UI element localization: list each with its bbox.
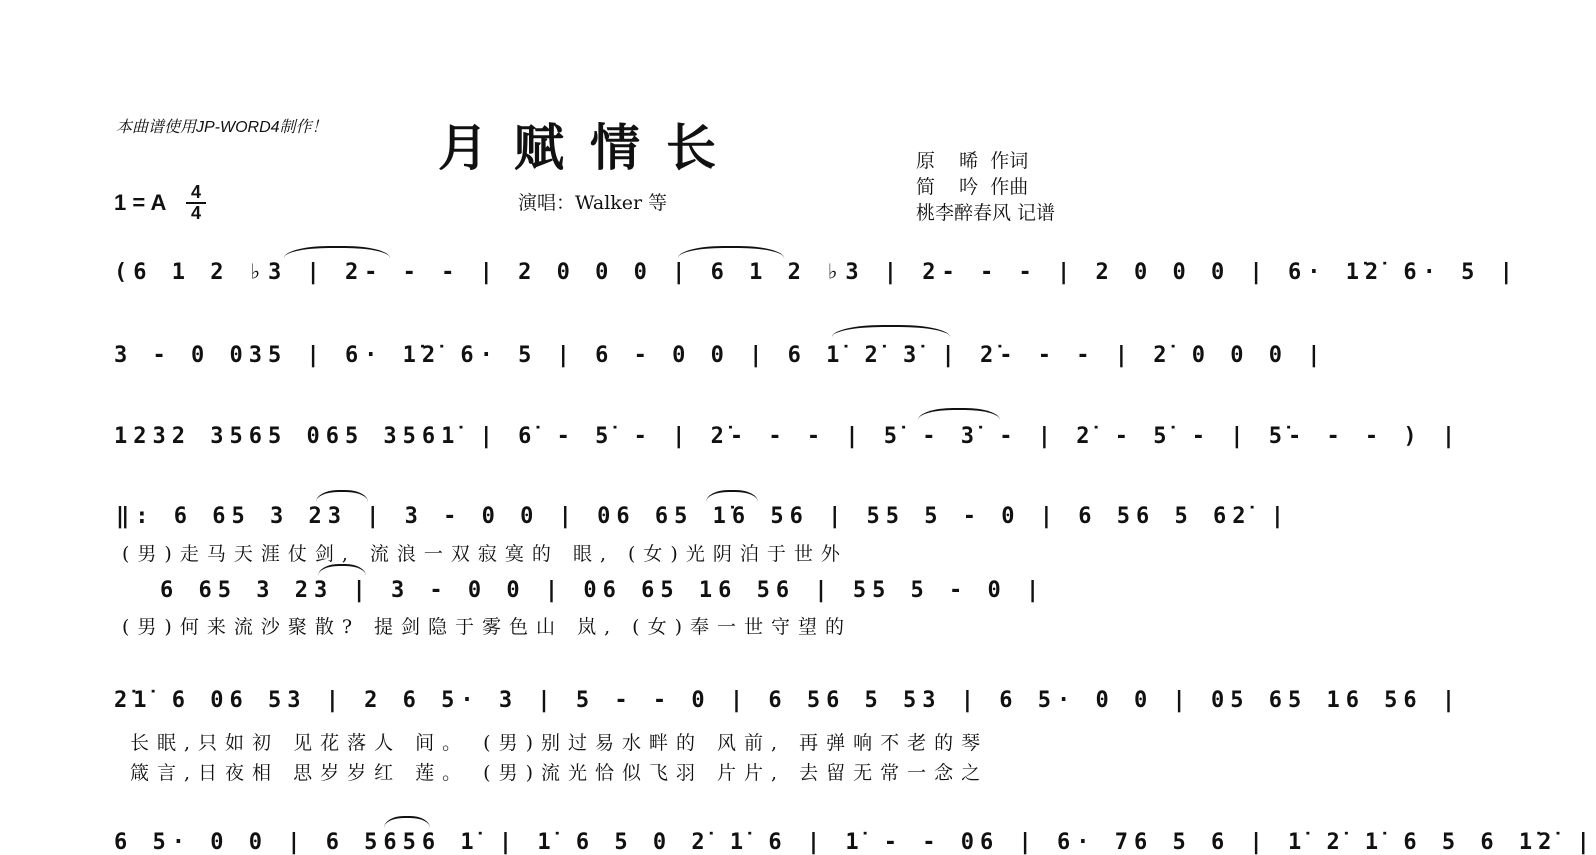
tie-mark <box>918 408 1000 420</box>
credits-block <box>916 148 1055 226</box>
song-title: 月赋情长 <box>438 118 742 177</box>
tie-mark <box>678 246 784 258</box>
software-credit-note: 本曲谱使用JP-WORD4制作！ <box>116 119 328 136</box>
score-line-5: 2̇1̇ 6 06 53 | 2 6 5· 3 | 5 - - 0 | 6 56 5 53 | 6 5· 0 0 | 05 65 16 56 | <box>114 688 1462 713</box>
tie-mark <box>316 490 368 502</box>
score-line-2: 3 - 0 035 | 6· 1̇2̇ 6· 5 | 6 - 0 0 | 6 1̇ 2̇ 3̇ | 2̇- - - | 2̇ 0 0 0 | <box>114 343 1327 368</box>
lyric-line-4b: (男)何来流沙聚散? 提剑隐于雾色山 岚, (女)奉一世守望的 <box>122 616 852 638</box>
score-line-3: 1232 3565 065 3561̇ | 6̇ - 5̇ - | 2̇- - - | 5̇ - 3̇ - | 2̇ - 5̇ - | 5̇- - - ) | <box>114 424 1462 449</box>
tie-mark <box>284 246 390 258</box>
singer-credit: 演唱：Walker 等 <box>518 192 668 214</box>
lyric-line-4a: (男)走马天涯仗剑, 流浪一双寂寞的 眼, (女)光阴泊于世外 <box>122 543 848 565</box>
transcriber-credit: 桃李醉春风 记谱 <box>916 202 1056 224</box>
tie-mark <box>384 816 430 828</box>
time-signature <box>184 184 208 222</box>
score-line-6: 6 5· 0 0 | 6 5656 1̇ | 1̇ 6 5 0 2̇ 1̇ 6 | 1̇ - - 06 | 6· 76 5 6 | 1̇ 2̇ 1̇ 6 5 6 1̇2̇ | <box>114 830 1596 855</box>
time-signature-top: 4 <box>190 182 201 202</box>
lyric-line-5b: 箴言,日夜相 思岁岁红 莲。 (男)流光恰似飞羽 片片, 去留无常一念之 <box>130 762 989 784</box>
key-signature: 1 = A <box>114 190 167 215</box>
time-signature-bottom: 4 <box>190 203 201 223</box>
lyric-line-5a: 长眠,只如初 见花落人 间。 (男)别过易水畔的 风前, 再弹响不老的琴 <box>130 732 989 754</box>
lyricist-credit: 原 晞 作词 <box>916 150 1029 172</box>
tie-mark <box>706 490 758 502</box>
composer-credit: 简 吟 作曲 <box>916 176 1029 198</box>
score-line-1: (6 1 2 ♭3 | 2- - - | 2 0 0 0 | 6 1 2 ♭3 | 2- - - | 2 0 0 0 | 6· 1̇2̇ 6· 5 | <box>114 260 1519 285</box>
tie-mark <box>832 325 950 337</box>
score-line-4: ‖: 6 65 3 23 | 3 - 0 0 | 06 65 1̇6 56 | 55 5 - 0 | 6 56 5 62̇ | <box>116 504 1290 529</box>
score-line-4b: 6 65 3 23 | 3 - 0 0 | 06 65 16 56 | 55 5 - 0 | <box>160 578 1046 603</box>
